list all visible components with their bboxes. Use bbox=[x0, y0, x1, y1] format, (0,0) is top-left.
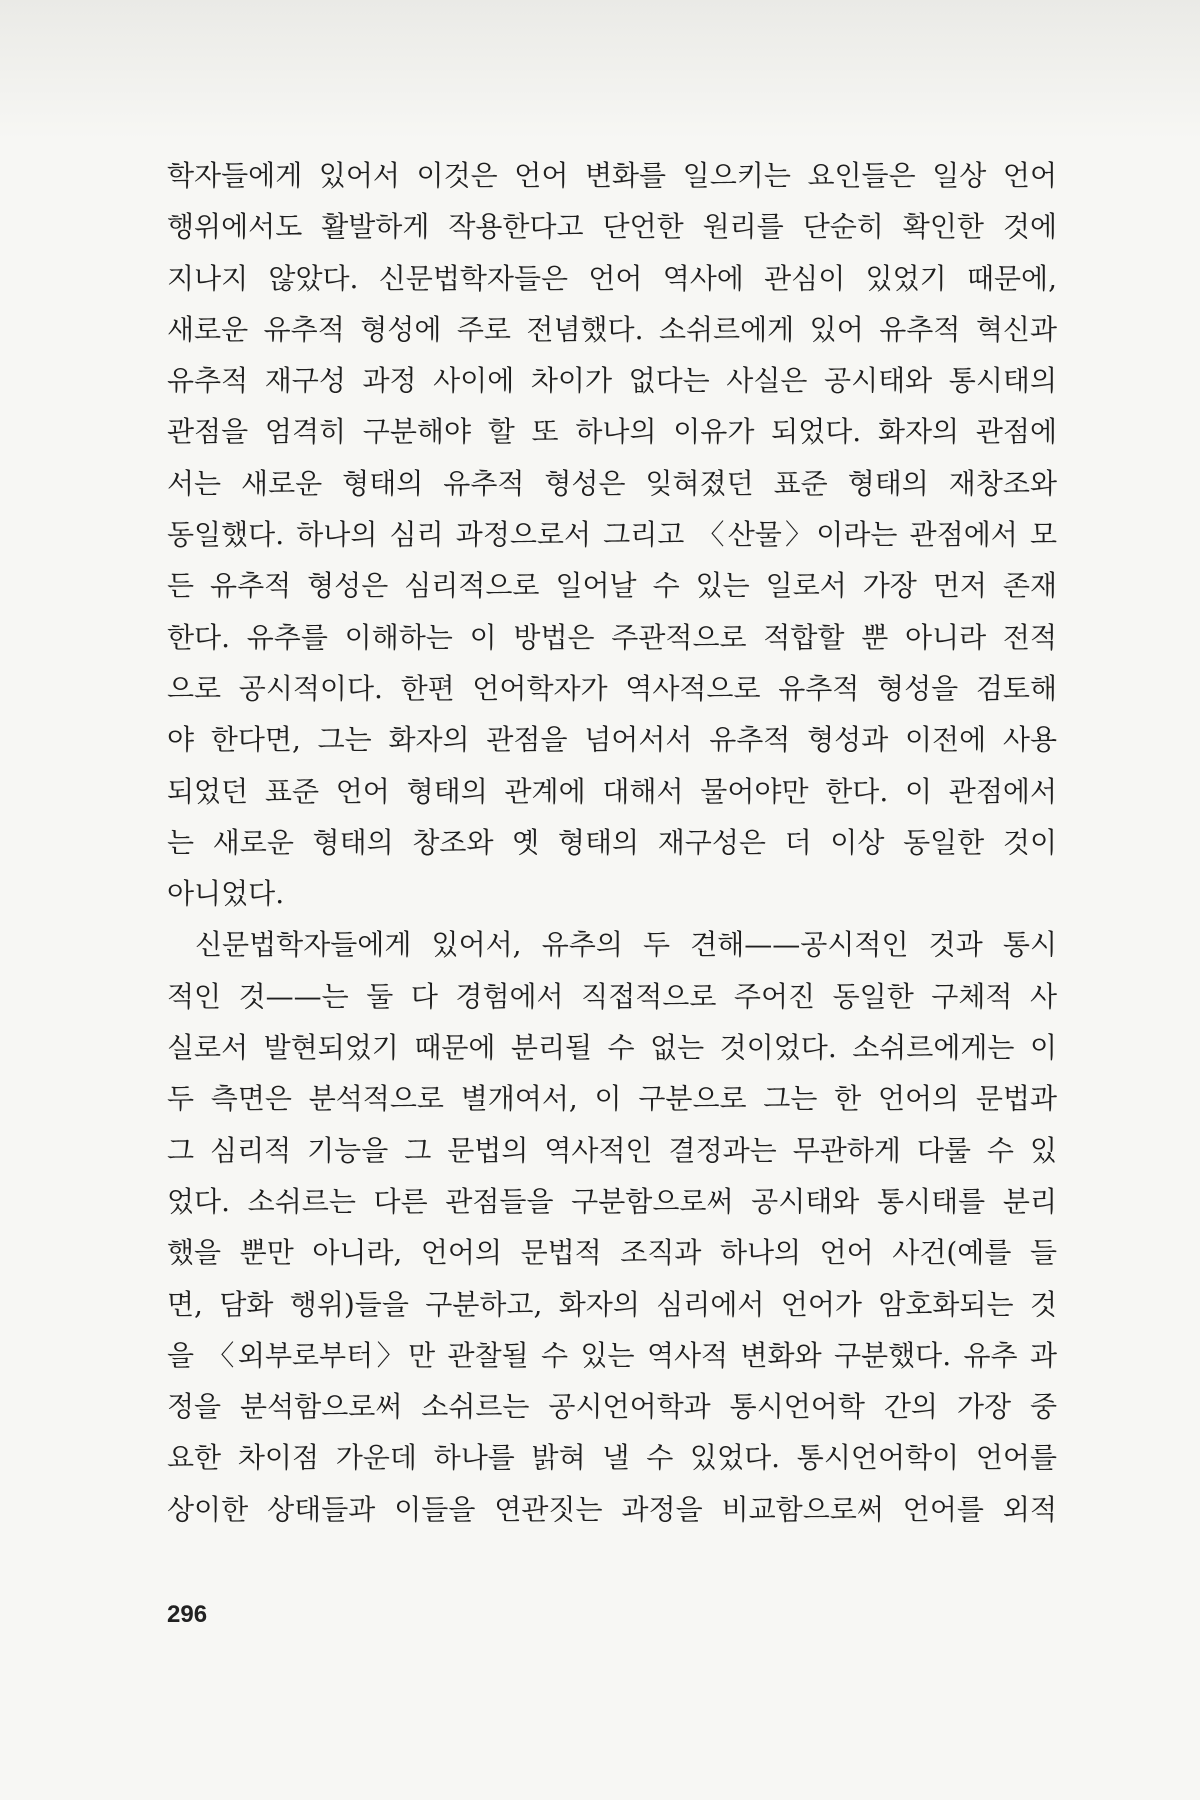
text-line: 야 한다면, 그는 화자의 관점을 넘어서서 유추적 형성과 이전에 사용 bbox=[167, 723, 1057, 757]
text-line: 적인 것——는 둘 다 경험에서 직접적으로 주어진 동일한 구체적 사 bbox=[167, 979, 1057, 1013]
text-line: 새로운 유추적 형성에 주로 전념했다. 소쉬르에게 있어 유추적 혁신과 bbox=[167, 312, 1057, 346]
text-line: 으로 공시적이다. 한편 언어학자가 역사적으로 유추적 형성을 검토해 bbox=[167, 671, 1057, 705]
text-line: 신문법학자들에게 있어서, 유추의 두 견해——공시적인 것과 통시 bbox=[195, 928, 1057, 962]
text-line: 든 유추적 형성은 심리적으로 일어날 수 있는 일로서 가장 먼저 존재 bbox=[167, 569, 1057, 603]
text-line: 두 측면은 분석적으로 별개여서, 이 구분으로 그는 한 언어의 문법과 bbox=[167, 1082, 1057, 1116]
text-line: 한다. 유추를 이해하는 이 방법은 주관적으로 적합할 뿐 아니라 전적 bbox=[167, 620, 1057, 654]
text-line: 동일했다. 하나의 심리 과정으로서 그리고 〈산물〉이라는 관점에서 모 bbox=[167, 518, 1057, 552]
text-line: 아니었다. bbox=[167, 877, 285, 911]
text-line: 그 심리적 기능을 그 문법의 역사적인 결정과는 무관하게 다룰 수 있 bbox=[167, 1133, 1057, 1167]
text-line: 관점을 엄격히 구분해야 할 또 하나의 이유가 되었다. 화자의 관점에 bbox=[167, 415, 1057, 449]
text-line: 요한 차이점 가운데 하나를 밝혀 낼 수 있었다. 통시언어학이 언어를 bbox=[167, 1441, 1057, 1475]
text-line: 행위에서도 활발하게 작용한다고 단언한 원리를 단순히 확인한 것에 bbox=[167, 210, 1057, 244]
text-line: 는 새로운 형태의 창조와 옛 형태의 재구성은 더 이상 동일한 것이 bbox=[167, 825, 1057, 859]
text-line: 유추적 재구성 과정 사이에 차이가 없다는 사실은 공시태와 통시태의 bbox=[167, 364, 1057, 398]
text-line: 상이한 상태들과 이들을 연관짓는 과정을 비교함으로써 언어를 외적 bbox=[167, 1492, 1057, 1526]
paragraph bbox=[167, 919, 1057, 1535]
text-line: 을 〈외부로부터〉만 관찰될 수 있는 역사적 변화와 구분했다. 유추 과 bbox=[167, 1338, 1057, 1372]
text-line: 되었던 표준 언어 형태의 관계에 대해서 물어야만 한다. 이 관점에서 bbox=[167, 774, 1057, 808]
text-line: 했을 뿐만 아니라, 언어의 문법적 조직과 하나의 언어 사건(예를 들 bbox=[167, 1236, 1057, 1270]
text-line: 면, 담화 행위)들을 구분하고, 화자의 심리에서 언어가 암호화되는 것 bbox=[167, 1287, 1057, 1321]
scan-shadow bbox=[0, 0, 1200, 140]
text-line: 지나지 않았다. 신문법학자들은 언어 역사에 관심이 있었기 때문에, bbox=[167, 261, 1057, 295]
text-line: 었다. 소쉬르는 다른 관점들을 구분함으로써 공시태와 통시태를 분리 bbox=[167, 1184, 1057, 1218]
text-line: 서는 새로운 형태의 유추적 형성은 잊혀졌던 표준 형태의 재창조와 bbox=[167, 466, 1057, 500]
page-number: 296 bbox=[167, 1601, 208, 1628]
text-line: 실로서 발현되었기 때문에 분리될 수 없는 것이었다. 소쉬르에게는 이 bbox=[167, 1031, 1057, 1065]
text-line: 학자들에게 있어서 이것은 언어 변화를 일으키는 요인들은 일상 언어 bbox=[167, 159, 1057, 192]
page-body bbox=[167, 150, 1057, 1535]
text-line: 정을 분석함으로써 소쉬르는 공시언어학과 통시언어학 간의 가장 중 bbox=[167, 1390, 1057, 1424]
paragraph bbox=[167, 150, 1057, 919]
